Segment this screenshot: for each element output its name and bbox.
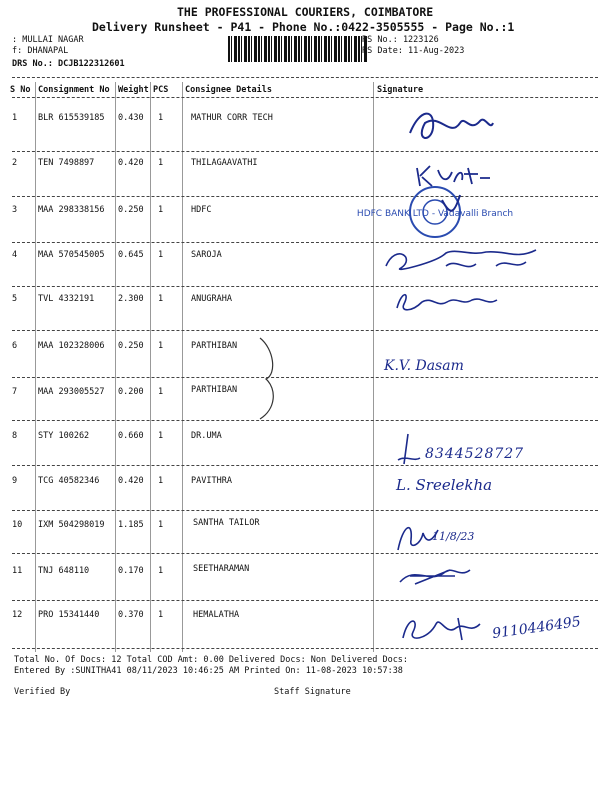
- row-pcs: 1: [158, 113, 164, 123]
- row-weight: 0.370: [118, 610, 144, 620]
- row-sno: 7: [12, 387, 18, 397]
- verified-by-label: Verified By: [14, 687, 71, 697]
- row-consignment: MAA 293005527: [38, 387, 105, 397]
- divider: [12, 648, 598, 649]
- row-weight: 0.420: [118, 158, 144, 168]
- row-weight: 0.420: [118, 476, 144, 486]
- row-consignee: PAVITHRA: [191, 476, 232, 486]
- column-rule: [182, 82, 183, 652]
- row-pcs: 1: [158, 476, 164, 486]
- signature-8-number: 8344528727: [425, 446, 525, 462]
- signature-8-mark: [396, 430, 422, 470]
- divider: [12, 510, 598, 511]
- rs-number: RS No.: 1223126: [362, 35, 439, 45]
- row-consignee: MATHUR CORR TECH: [191, 113, 273, 123]
- row-weight: 0.200: [118, 387, 144, 397]
- row-weight: 1.185: [118, 520, 144, 530]
- company-title: THE PROFESSIONAL COURIERS, COIMBATORE: [177, 5, 434, 19]
- row-sno: 6: [12, 341, 18, 351]
- row-weight: 0.170: [118, 566, 144, 576]
- row-pcs: 1: [158, 387, 164, 397]
- divider: [12, 77, 598, 78]
- col-header-weight: Weight: [118, 85, 149, 95]
- row-sno: 3: [12, 205, 18, 215]
- column-rule: [373, 82, 374, 652]
- row-consignment: BLR 615539185: [38, 113, 105, 123]
- entered-by-line: Entered By :SUNITHA41 08/11/2023 10:46:25 AM Printed On: 11-08-2023 10:57:38: [14, 666, 403, 676]
- divider: [12, 286, 598, 287]
- row-sno: 12: [12, 610, 23, 620]
- divider: [12, 151, 598, 152]
- divider: [12, 600, 598, 601]
- divider: [12, 465, 598, 466]
- row-sno: 10: [12, 520, 23, 530]
- row-pcs: 1: [158, 250, 164, 260]
- row-sno: 2: [12, 158, 18, 168]
- row-consignment: MAA 298338156: [38, 205, 105, 215]
- column-rule: [115, 82, 116, 652]
- row-consignment: TCG 40582346: [38, 476, 100, 486]
- drs-number: DRS No.: DCJB122312601: [12, 59, 125, 69]
- bracket-mark: [252, 334, 282, 424]
- signature-10-date: 11/8/23: [432, 530, 475, 543]
- signature-12: [398, 610, 493, 646]
- row-consignment: PRO 15341440: [38, 610, 100, 620]
- totals-line: Total No. Of Docs: 12 Total COD Amt: 0.00 Delivered Docs: Non Delivered Docs:: [14, 655, 409, 665]
- row-sno: 1: [12, 113, 18, 123]
- barcode: [228, 36, 368, 62]
- divider: [12, 377, 598, 378]
- col-header-sno: S No: [10, 85, 31, 95]
- signature-9: L. Sreelekha: [396, 476, 493, 494]
- row-pcs: 1: [158, 520, 164, 530]
- row-consignment: IXM 504298019: [38, 520, 105, 530]
- row-sno: 5: [12, 294, 18, 304]
- row-consignment: STY 100262: [38, 431, 90, 441]
- row-consignment: MAA 570545005: [38, 250, 105, 260]
- row-sno: 9: [12, 476, 18, 486]
- divider: [12, 420, 598, 421]
- row-pcs: 1: [158, 566, 164, 576]
- row-consignee: THILAGAAVATHI: [191, 158, 258, 168]
- signature-5: [392, 288, 502, 316]
- col-header-consignment: Consignment No: [38, 85, 110, 95]
- row-weight: 2.300: [118, 294, 144, 304]
- row-consignee: DR.UMA: [191, 431, 222, 441]
- stamp-text: HDFC BANK LTD - Vadavalli Branch: [356, 209, 514, 219]
- rs-date: RS Date: 11-Aug-2023: [362, 46, 465, 56]
- divider: [12, 553, 598, 554]
- row-weight: 0.430: [118, 113, 144, 123]
- column-rule: [35, 82, 36, 652]
- row-pcs: 1: [158, 610, 164, 620]
- row-consignee: SANTHA TAILOR: [193, 518, 260, 528]
- row-consignee: SAROJA: [191, 250, 222, 260]
- runsheet-subtitle: Delivery Runsheet - P41 - Phone No.:0422-3505555 - Page No.:1: [92, 20, 515, 34]
- row-sno: 4: [12, 250, 18, 260]
- row-consignment: TNJ 648110: [38, 566, 90, 576]
- column-rule: [150, 82, 151, 652]
- divider: [12, 330, 598, 331]
- row-pcs: 1: [158, 431, 164, 441]
- row-consignee: HDFC: [191, 205, 212, 215]
- row-weight: 0.250: [118, 205, 144, 215]
- area-label: : MULLAI NAGAR: [12, 35, 84, 45]
- staff-label: f: DHANAPAL: [12, 46, 69, 56]
- row-consignee: ANUGRAHA: [191, 294, 232, 304]
- row-sno: 11: [12, 566, 23, 576]
- signature-11: [395, 560, 475, 590]
- row-consignment: MAA 102328006: [38, 341, 105, 351]
- row-weight: 0.250: [118, 341, 144, 351]
- col-header-pcs: PCS: [153, 85, 169, 95]
- row-consignee: HEMALATHA: [193, 610, 240, 620]
- row-consignee: PARTHIBAN: [191, 341, 238, 351]
- row-consignee: PARTHIBAN: [191, 385, 238, 395]
- row-pcs: 1: [158, 158, 164, 168]
- hdfc-stamp: [356, 185, 514, 239]
- staff-signature-label: Staff Signature: [274, 687, 351, 697]
- row-consignee: SEETHARAMAN: [193, 564, 250, 574]
- row-weight: 0.645: [118, 250, 144, 260]
- col-header-consignee: Consignee Details: [185, 85, 272, 95]
- row-sno: 8: [12, 431, 18, 441]
- row-consignment: TEN 7498897: [38, 158, 95, 168]
- signature-6: K.V. Dasam: [384, 358, 464, 374]
- row-pcs: 1: [158, 205, 164, 215]
- divider: [12, 97, 598, 98]
- signature-4: [376, 238, 551, 278]
- divider: [12, 196, 598, 197]
- row-weight: 0.660: [118, 431, 144, 441]
- signature-1: [405, 103, 495, 148]
- row-pcs: 1: [158, 294, 164, 304]
- row-consignment: TVL 4332191: [38, 294, 95, 304]
- col-header-signature: Signature: [377, 85, 424, 95]
- row-pcs: 1: [158, 341, 164, 351]
- signature-12-number: 9110446495: [491, 613, 582, 643]
